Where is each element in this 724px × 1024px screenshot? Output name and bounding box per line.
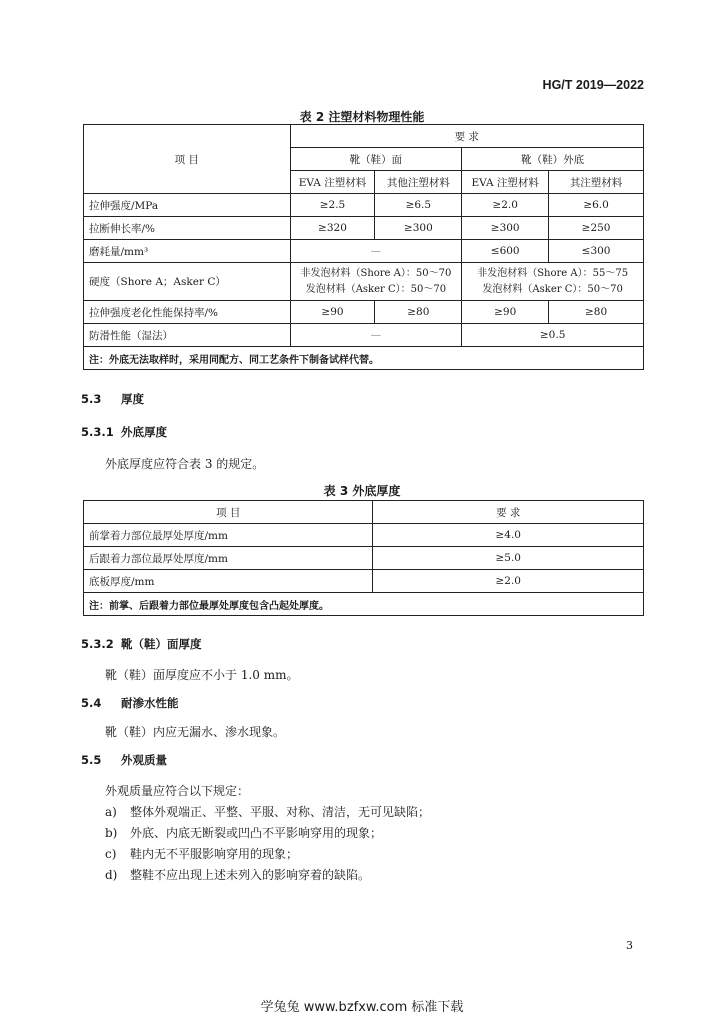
cell-line: 发泡材料（Asker C）：50～70 bbox=[305, 283, 447, 295]
table2-sub-other-sole: 其注塑材料 bbox=[549, 171, 644, 194]
table-row bbox=[84, 547, 644, 570]
row-item: 防滑性能（湿法） bbox=[84, 324, 291, 347]
list-label: d) bbox=[105, 868, 118, 882]
table2-sub-eva-upper: EVA 注塑材料 bbox=[290, 171, 375, 194]
table3-note: 注：前掌、后跟着力部位最厚处厚度包含凸起处厚度。 bbox=[84, 593, 644, 616]
cell: — bbox=[290, 324, 462, 347]
table2-header-req: 要 求 bbox=[290, 125, 643, 148]
section-5-5-text: 外观质量应符合以下规定： bbox=[105, 784, 250, 798]
table-row bbox=[84, 570, 644, 593]
table-row bbox=[84, 217, 644, 240]
cell: ≥0.5 bbox=[462, 324, 644, 347]
list-item bbox=[105, 824, 382, 841]
list-label: a) bbox=[105, 805, 117, 819]
table2 bbox=[83, 124, 644, 370]
cell-line: 非发泡材料（Shore A）：55～75 bbox=[477, 267, 629, 279]
table3 bbox=[83, 500, 644, 616]
table2-header-item: 项 目 bbox=[84, 125, 291, 194]
row-item: 拉断伸长率/% bbox=[84, 217, 291, 240]
section-5-4 bbox=[81, 695, 179, 711]
table-row bbox=[84, 324, 644, 347]
row-item: 底板厚度/mm bbox=[84, 570, 373, 593]
cell: ≤300 bbox=[549, 240, 644, 263]
table3-caption: 表 3 外底厚度 bbox=[323, 484, 401, 498]
cell bbox=[462, 263, 644, 301]
table-row bbox=[84, 194, 644, 217]
list-item bbox=[105, 866, 370, 883]
section-title: 外底厚度 bbox=[121, 425, 167, 439]
section-5-4-text: 靴（鞋）内应无漏水、渗水现象。 bbox=[105, 725, 286, 739]
section-5-3-1-text: 外底厚度应符合表 3 的规定。 bbox=[105, 457, 265, 471]
table2-header-sole: 靴（鞋）外底 bbox=[462, 148, 644, 171]
watermark-footer: 学兔兔 www.bzfxw.com 标准下载 bbox=[260, 1000, 464, 1015]
row-item: 后跟着力部位最厚处厚度/mm bbox=[84, 547, 373, 570]
section-5-3-2 bbox=[81, 636, 202, 652]
section-title: 外观质量 bbox=[121, 753, 167, 767]
cell: ≤600 bbox=[462, 240, 549, 263]
list-label: b) bbox=[105, 826, 118, 840]
cell: ≥80 bbox=[375, 301, 462, 324]
row-item: 磨耗量/mm³ bbox=[84, 240, 291, 263]
cell: ≥2.0 bbox=[373, 570, 644, 593]
cell: ≥2.5 bbox=[290, 194, 375, 217]
list-text: 整体外观端正、平整、平服、对称、清洁，无可见缺陷； bbox=[130, 805, 431, 819]
section-number: 5.3.2 bbox=[81, 637, 114, 651]
section-title: 耐渗水性能 bbox=[121, 696, 179, 710]
list-text: 整鞋不应出现上述未列入的影响穿着的缺陷。 bbox=[130, 868, 371, 882]
list-text: 外底、内底无断裂或凹凸不平影响穿用的现象； bbox=[130, 826, 383, 840]
standard-number: HG/T 2019—2022 bbox=[542, 78, 644, 92]
table-row bbox=[84, 524, 644, 547]
row-item: 拉伸强度/MPa bbox=[84, 194, 291, 217]
list-item bbox=[105, 803, 430, 820]
list-item bbox=[105, 845, 298, 862]
section-title: 厚度 bbox=[121, 392, 144, 406]
row-item: 硬度（Shore A；Asker C） bbox=[84, 263, 291, 301]
row-item: 前掌着力部位最厚处厚度/mm bbox=[84, 524, 373, 547]
table3-header-item: 项 目 bbox=[84, 501, 373, 524]
section-5-3 bbox=[81, 391, 144, 407]
section-5-5 bbox=[81, 752, 167, 768]
cell-line: 发泡材料（Asker C）：50～70 bbox=[482, 283, 623, 295]
table2-sub-other-upper: 其他注塑材料 bbox=[375, 171, 462, 194]
cell: ≥2.0 bbox=[462, 194, 549, 217]
cell: ≥90 bbox=[462, 301, 549, 324]
cell-line: 非发泡材料（Shore A）：50～70 bbox=[300, 267, 452, 279]
table2-caption: 表 2 注塑材料物理性能 bbox=[299, 110, 425, 124]
cell: ≥250 bbox=[549, 217, 644, 240]
section-number: 5.3.1 bbox=[81, 425, 114, 439]
section-title: 靴（鞋）面厚度 bbox=[121, 637, 202, 651]
table-row bbox=[84, 263, 644, 301]
table-row bbox=[84, 301, 644, 324]
cell bbox=[290, 263, 462, 301]
cell: ≥300 bbox=[462, 217, 549, 240]
row-item: 拉伸强度老化性能保持率/% bbox=[84, 301, 291, 324]
section-number: 5.3 bbox=[81, 392, 102, 406]
cell: ≥320 bbox=[290, 217, 375, 240]
cell: ≥6.5 bbox=[375, 194, 462, 217]
table2-sub-eva-sole: EVA 注塑材料 bbox=[462, 171, 549, 194]
section-number: 5.5 bbox=[81, 753, 102, 767]
section-5-3-2-text: 靴（鞋）面厚度应不小于 1.0 mm。 bbox=[105, 668, 299, 682]
page-number: 3 bbox=[626, 939, 633, 952]
section-5-3-1 bbox=[81, 424, 167, 440]
cell: ≥90 bbox=[290, 301, 375, 324]
cell: ≥80 bbox=[549, 301, 644, 324]
section-number: 5.4 bbox=[81, 696, 102, 710]
list-label: c) bbox=[105, 847, 117, 861]
cell: ≥5.0 bbox=[373, 547, 644, 570]
table-row bbox=[84, 240, 644, 263]
table3-header-req: 要 求 bbox=[373, 501, 644, 524]
table2-header-upper: 靴（鞋）面 bbox=[290, 148, 462, 171]
cell: ≥6.0 bbox=[549, 194, 644, 217]
cell: ≥4.0 bbox=[373, 524, 644, 547]
table2-note: 注：外底无法取样时，采用同配方、同工艺条件下制备试样代替。 bbox=[84, 347, 644, 370]
list-text: 鞋内无不平服影响穿用的现象； bbox=[130, 847, 299, 861]
cell: — bbox=[290, 240, 462, 263]
cell: ≥300 bbox=[375, 217, 462, 240]
